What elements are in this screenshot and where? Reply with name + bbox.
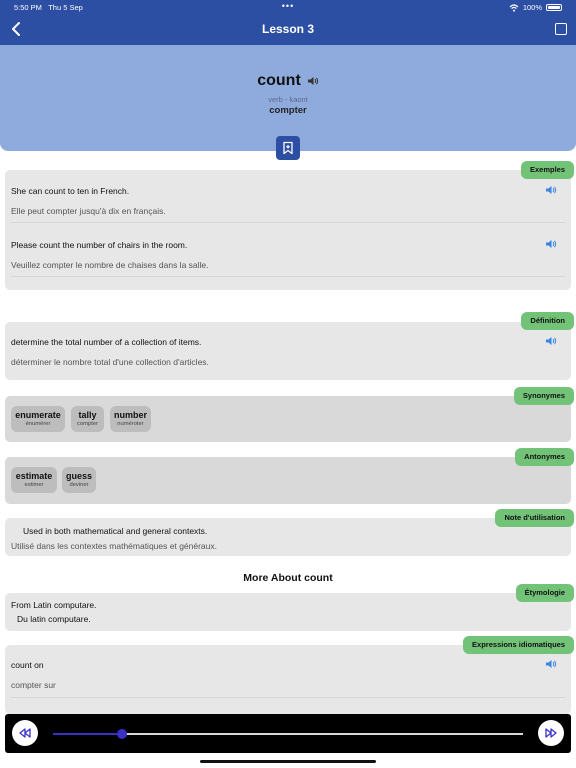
rewind-button[interactable] [12,720,38,746]
example-fr: Elle peut compter jusqu'à dix en français. [11,206,166,216]
progress-fill [53,733,122,735]
speaker-icon[interactable] [545,239,557,249]
home-indicator [200,760,376,763]
etymology-fr: Du latin computare. [17,614,91,624]
idioms-tag: Expressions idiomatiques [463,636,574,654]
headword: count [257,72,301,89]
synonym-chip[interactable]: tally compter [71,406,104,432]
battery-percent: 100% [522,3,542,12]
top-bar [0,0,576,45]
fast-forward-button[interactable] [538,720,564,746]
idioms-card [5,645,571,714]
usage-note-tag: Note d'utilisation [495,509,574,527]
usage-note-fr: Utilisé dans les contextes mathématiques et généraux. [11,541,218,551]
headword-row [0,72,576,90]
status-bar [14,3,562,15]
multitask-dots[interactable]: ••• [281,1,295,11]
synonyms-tag: Synonymes [514,387,574,405]
progress-thumb[interactable] [117,729,127,739]
examples-tag: Exemples [521,161,574,179]
definition-card [5,322,571,380]
definition-tag: Définition [521,312,574,330]
divider [11,697,565,698]
translation: compter [269,105,307,116]
progress-slider[interactable] [53,733,523,735]
rewind-icon [18,727,32,739]
speaker-icon[interactable] [545,336,557,346]
status-time: 5:50 PM Thu 5 Sep [14,3,83,12]
divider [11,276,565,277]
wifi-icon [509,4,519,12]
speaker-icon[interactable] [545,659,557,669]
etymology-en: From Latin computare. [11,600,97,610]
antonyms-tag: Antonymes [515,448,574,466]
status-right [509,3,562,12]
etymology-tag: Étymologie [516,584,574,602]
usage-note-en: Used in both mathematical and general contexts. [23,526,208,536]
bookmark-plus-icon [281,141,295,155]
example-en: She can count to ten in French. [11,186,130,196]
definition-fr: déterminer le nombre total d'une collection d'articles. [11,357,209,367]
idiom-fr: compter sur [11,680,56,690]
idiom-en: count on [11,660,44,670]
synonym-chip[interactable]: enumerate énumérer [11,406,65,432]
speaker-icon[interactable] [307,76,319,86]
add-bookmark-button[interactable] [276,136,300,160]
fast-forward-icon [544,727,558,739]
speaker-icon[interactable] [545,185,557,195]
synonyms-card [5,396,571,442]
example-en: Please count the number of chairs in the room. [11,240,188,250]
examples-card [5,170,571,290]
part-of-speech: verb - kaont [268,95,308,104]
square-icon-button[interactable] [555,23,567,35]
etymology-card [5,593,571,631]
antonyms-card [5,457,571,504]
example-fr: Veuillez compter le nombre de chaises dans la salle. [11,260,209,270]
page-title: Lesson 3 [261,22,315,36]
audio-player [5,714,571,753]
synonym-chip[interactable]: number numéroter [110,406,151,432]
divider [11,222,565,223]
usage-note-card [5,518,571,556]
definition-en: determine the total number of a collection of items. [11,337,202,347]
battery-icon [546,4,562,11]
antonym-chip[interactable]: guess deviner [62,467,96,493]
antonym-chip[interactable]: estimate estimer [11,467,57,493]
section-title: More About count [243,572,333,584]
